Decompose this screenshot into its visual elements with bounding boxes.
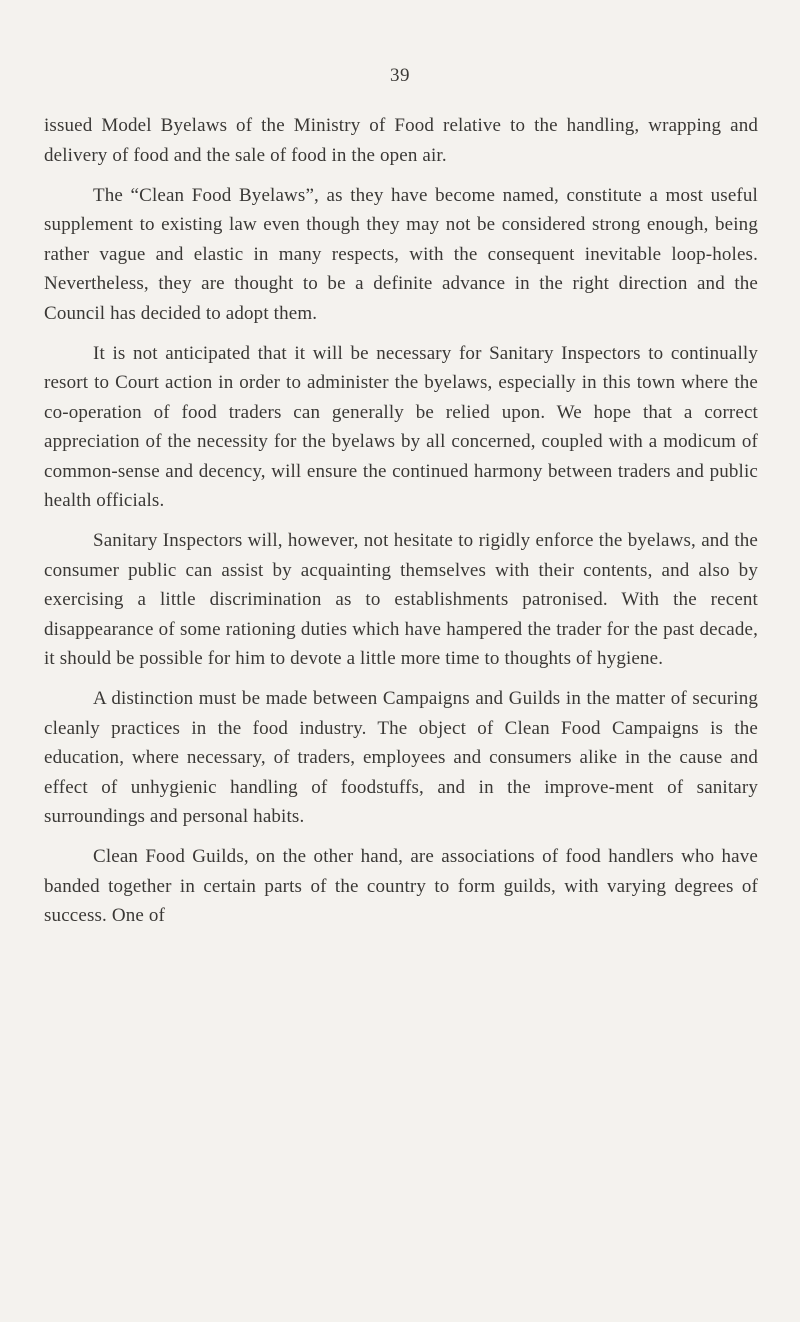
paragraph-continuation: issued Model Byelaws of the Ministry of Food relative to the handling, wrapping and delivery of food and the sale of food in the open air. bbox=[44, 115, 758, 166]
paragraph-court-action: It is not anticipated that it will be necessary for Sanitary Inspectors to continually resort to Court action in order to administer the byelaws, especially in this town where the co-operation of food traders can generally be relied upon. We hope that a correct appreciation of the necessity for the byelaws by all concerned, coupled with a modicum of common-sense and decency, will ensure the continued harmony between traders and public health officials. bbox=[44, 342, 758, 511]
paragraph-enforcement: Sanitary Inspectors will, however, not hesitate to rigidly enforce the byelaws, and the consumer public can assist by acquainting themselves with their contents, and also by exercising a little discrimination as to establishments patronised. With the recent disappearance of some rationing duties which have hampered the trader for the past decade, it should be possible for him to devote a little more time to thoughts of hygiene. bbox=[44, 530, 758, 669]
paragraph-clean-food-guilds: Clean Food Guilds, on the other hand, are associations of food handlers who have banded together in certain parts of the country to form guilds, with varying degrees of success. One of bbox=[44, 846, 758, 926]
paragraph-clean-food-byelaws: The “Clean Food Byelaws”, as they have become named, constitute a most useful supplement to existing law even though they may not be considered strong enough, being rather vague and elastic in many respects, with the consequent inevitable loop-holes. Nevertheless, they are thought to be a definite advance in the right direction and the Council has decided to adopt them. bbox=[44, 184, 758, 324]
paragraph-campaigns-guilds: A distinction must be made between Campaigns and Guilds in the matter of securing cleanly practices in the food industry. The object of Clean Food Campaigns is the education, where necessary, of traders, employees and consumers alike in the cause and effect of unhygienic handling of foodstuffs, and in the improve-ment of sanitary surroundings and personal habits. bbox=[44, 688, 758, 827]
page-number: 39 bbox=[390, 65, 410, 86]
body-text bbox=[44, 111, 758, 941]
